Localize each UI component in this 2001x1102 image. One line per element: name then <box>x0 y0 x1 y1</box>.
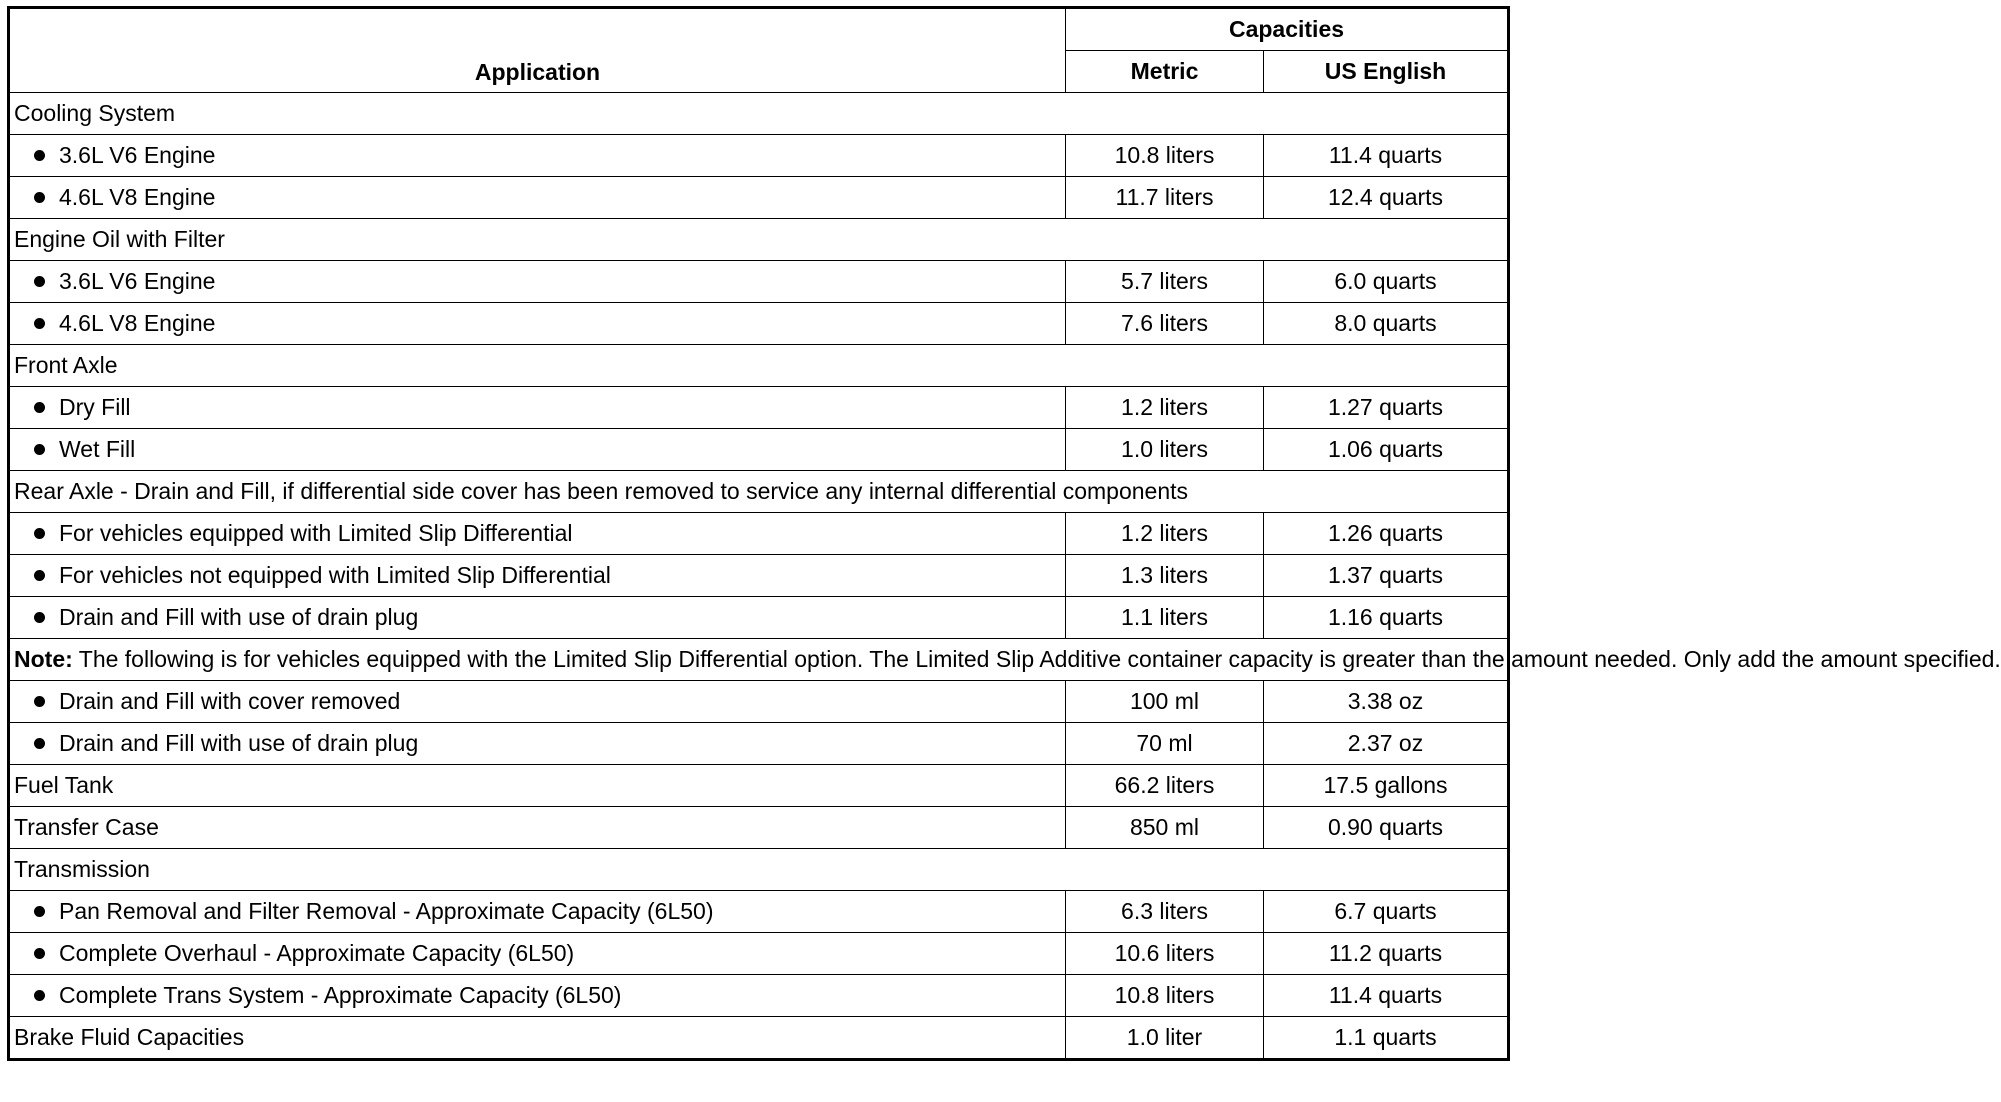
section-heading: Rear Axle - Drain and Fill, if differential side cover has been removed to service any internal differential components <box>9 471 1509 513</box>
table-row <box>9 807 1509 849</box>
bullet-icon <box>34 738 45 749</box>
bullet-icon <box>34 990 45 1001</box>
metric-cell: 70 ml <box>1066 723 1264 765</box>
metric-cell: 1.2 liters <box>1066 387 1264 429</box>
table-row <box>9 765 1509 807</box>
metric-cell: 1.0 liter <box>1066 1017 1264 1060</box>
note-text: The following is for vehicles equipped with the Limited Slip Differential option. The Limited Slip Additive container capacity is greater than the amount needed. Only add the amount specified. <box>78 646 2001 672</box>
note-label: Note: <box>14 646 73 672</box>
section-heading: Front Axle <box>9 345 1509 387</box>
table-row <box>9 177 1509 219</box>
bullet-icon <box>34 528 45 539</box>
application-label: Drain and Fill with use of drain plug <box>59 730 419 756</box>
application-cell <box>9 303 1066 345</box>
us-english-cell: 11.4 quarts <box>1264 135 1509 177</box>
bullet-icon <box>34 948 45 959</box>
metric-cell: 1.1 liters <box>1066 597 1264 639</box>
application-label: Complete Overhaul - Approximate Capacity (6L50) <box>59 940 575 966</box>
application-cell <box>9 177 1066 219</box>
us-english-cell: 2.37 oz <box>1264 723 1509 765</box>
us-english-cell: 6.7 quarts <box>1264 891 1509 933</box>
metric-cell: 100 ml <box>1066 681 1264 723</box>
metric-cell: 1.0 liters <box>1066 429 1264 471</box>
application-cell <box>9 597 1066 639</box>
table-row <box>9 849 1509 891</box>
us-english-cell: 1.27 quarts <box>1264 387 1509 429</box>
metric-cell: 6.3 liters <box>1066 891 1264 933</box>
header-us-english: US English <box>1264 51 1509 93</box>
bullet-icon <box>34 192 45 203</box>
header-metric: Metric <box>1066 51 1264 93</box>
bullet-icon <box>34 402 45 413</box>
application-cell <box>9 807 1066 849</box>
table-row <box>9 555 1509 597</box>
us-english-cell: 1.16 quarts <box>1264 597 1509 639</box>
table-row <box>9 513 1509 555</box>
metric-cell: 1.2 liters <box>1066 513 1264 555</box>
table-row <box>9 933 1509 975</box>
table-row <box>9 597 1509 639</box>
application-cell <box>9 1017 1066 1060</box>
table-row <box>9 975 1509 1017</box>
bullet-icon <box>34 696 45 707</box>
metric-cell: 10.8 liters <box>1066 975 1264 1017</box>
us-english-cell: 17.5 gallons <box>1264 765 1509 807</box>
table-row <box>9 891 1509 933</box>
application-label: 4.6L V8 Engine <box>59 184 216 210</box>
application-label: Fuel Tank <box>14 772 114 798</box>
application-cell <box>9 681 1066 723</box>
application-label: Brake Fluid Capacities <box>14 1024 245 1050</box>
table-row <box>9 681 1509 723</box>
us-english-cell: 3.38 oz <box>1264 681 1509 723</box>
table-row <box>9 723 1509 765</box>
application-cell <box>9 135 1066 177</box>
us-english-cell: 6.0 quarts <box>1264 261 1509 303</box>
application-cell <box>9 723 1066 765</box>
metric-cell: 10.6 liters <box>1066 933 1264 975</box>
application-label: 3.6L V6 Engine <box>59 142 216 168</box>
application-label: Transfer Case <box>14 814 159 840</box>
application-label: Wet Fill <box>59 436 136 462</box>
application-label: Drain and Fill with use of drain plug <box>59 604 419 630</box>
table-row <box>9 261 1509 303</box>
bullet-icon <box>34 444 45 455</box>
table-row <box>9 93 1509 135</box>
table-row <box>9 219 1509 261</box>
application-label: For vehicles not equipped with Limited Slip Differential <box>59 562 611 588</box>
table-row <box>9 1017 1509 1060</box>
metric-cell: 66.2 liters <box>1066 765 1264 807</box>
metric-cell: 5.7 liters <box>1066 261 1264 303</box>
table-row <box>9 387 1509 429</box>
application-cell <box>9 429 1066 471</box>
us-english-cell: 1.26 quarts <box>1264 513 1509 555</box>
table-body <box>9 93 2001 1060</box>
metric-cell: 850 ml <box>1066 807 1264 849</box>
application-label: Drain and Fill with cover removed <box>59 688 401 714</box>
application-cell <box>9 387 1066 429</box>
metric-cell: 7.6 liters <box>1066 303 1264 345</box>
application-label: Pan Removal and Filter Removal - Approximate Capacity (6L50) <box>59 898 714 924</box>
section-heading: Cooling System <box>9 93 1509 135</box>
us-english-cell: 11.4 quarts <box>1264 975 1509 1017</box>
application-cell <box>9 513 1066 555</box>
bullet-icon <box>34 570 45 581</box>
application-label: Complete Trans System - Approximate Capacity (6L50) <box>59 982 622 1008</box>
table-row <box>9 345 1509 387</box>
application-cell <box>9 933 1066 975</box>
application-cell <box>9 261 1066 303</box>
header-application: Application <box>9 8 1066 93</box>
us-english-cell: 1.06 quarts <box>1264 429 1509 471</box>
application-label: For vehicles equipped with Limited Slip Differential <box>59 520 573 546</box>
bullet-icon <box>34 906 45 917</box>
header-capacities: Capacities <box>1066 8 1509 51</box>
us-english-cell: 11.2 quarts <box>1264 933 1509 975</box>
section-heading: Transmission <box>9 849 1509 891</box>
metric-cell: 10.8 liters <box>1066 135 1264 177</box>
us-english-cell: 8.0 quarts <box>1264 303 1509 345</box>
table-row <box>9 135 1509 177</box>
metric-cell: 1.3 liters <box>1066 555 1264 597</box>
section-heading: Engine Oil with Filter <box>9 219 1509 261</box>
application-cell <box>9 555 1066 597</box>
application-label: 3.6L V6 Engine <box>59 268 216 294</box>
note-cell <box>9 639 2001 681</box>
table-row <box>9 303 1509 345</box>
bullet-icon <box>34 612 45 623</box>
bullet-icon <box>34 318 45 329</box>
application-label: 4.6L V8 Engine <box>59 310 216 336</box>
table-header <box>9 8 1509 93</box>
application-cell <box>9 891 1066 933</box>
table-row <box>9 471 1509 513</box>
us-english-cell: 1.37 quarts <box>1264 555 1509 597</box>
application-label: Dry Fill <box>59 394 131 420</box>
metric-cell: 11.7 liters <box>1066 177 1264 219</box>
bullet-icon <box>34 276 45 287</box>
us-english-cell: 1.1 quarts <box>1264 1017 1509 1060</box>
capacities-table <box>7 6 2001 1061</box>
table-row <box>9 429 1509 471</box>
us-english-cell: 0.90 quarts <box>1264 807 1509 849</box>
us-english-cell: 12.4 quarts <box>1264 177 1509 219</box>
table-row <box>9 639 1509 681</box>
application-cell <box>9 975 1066 1017</box>
application-cell <box>9 765 1066 807</box>
bullet-icon <box>34 150 45 161</box>
